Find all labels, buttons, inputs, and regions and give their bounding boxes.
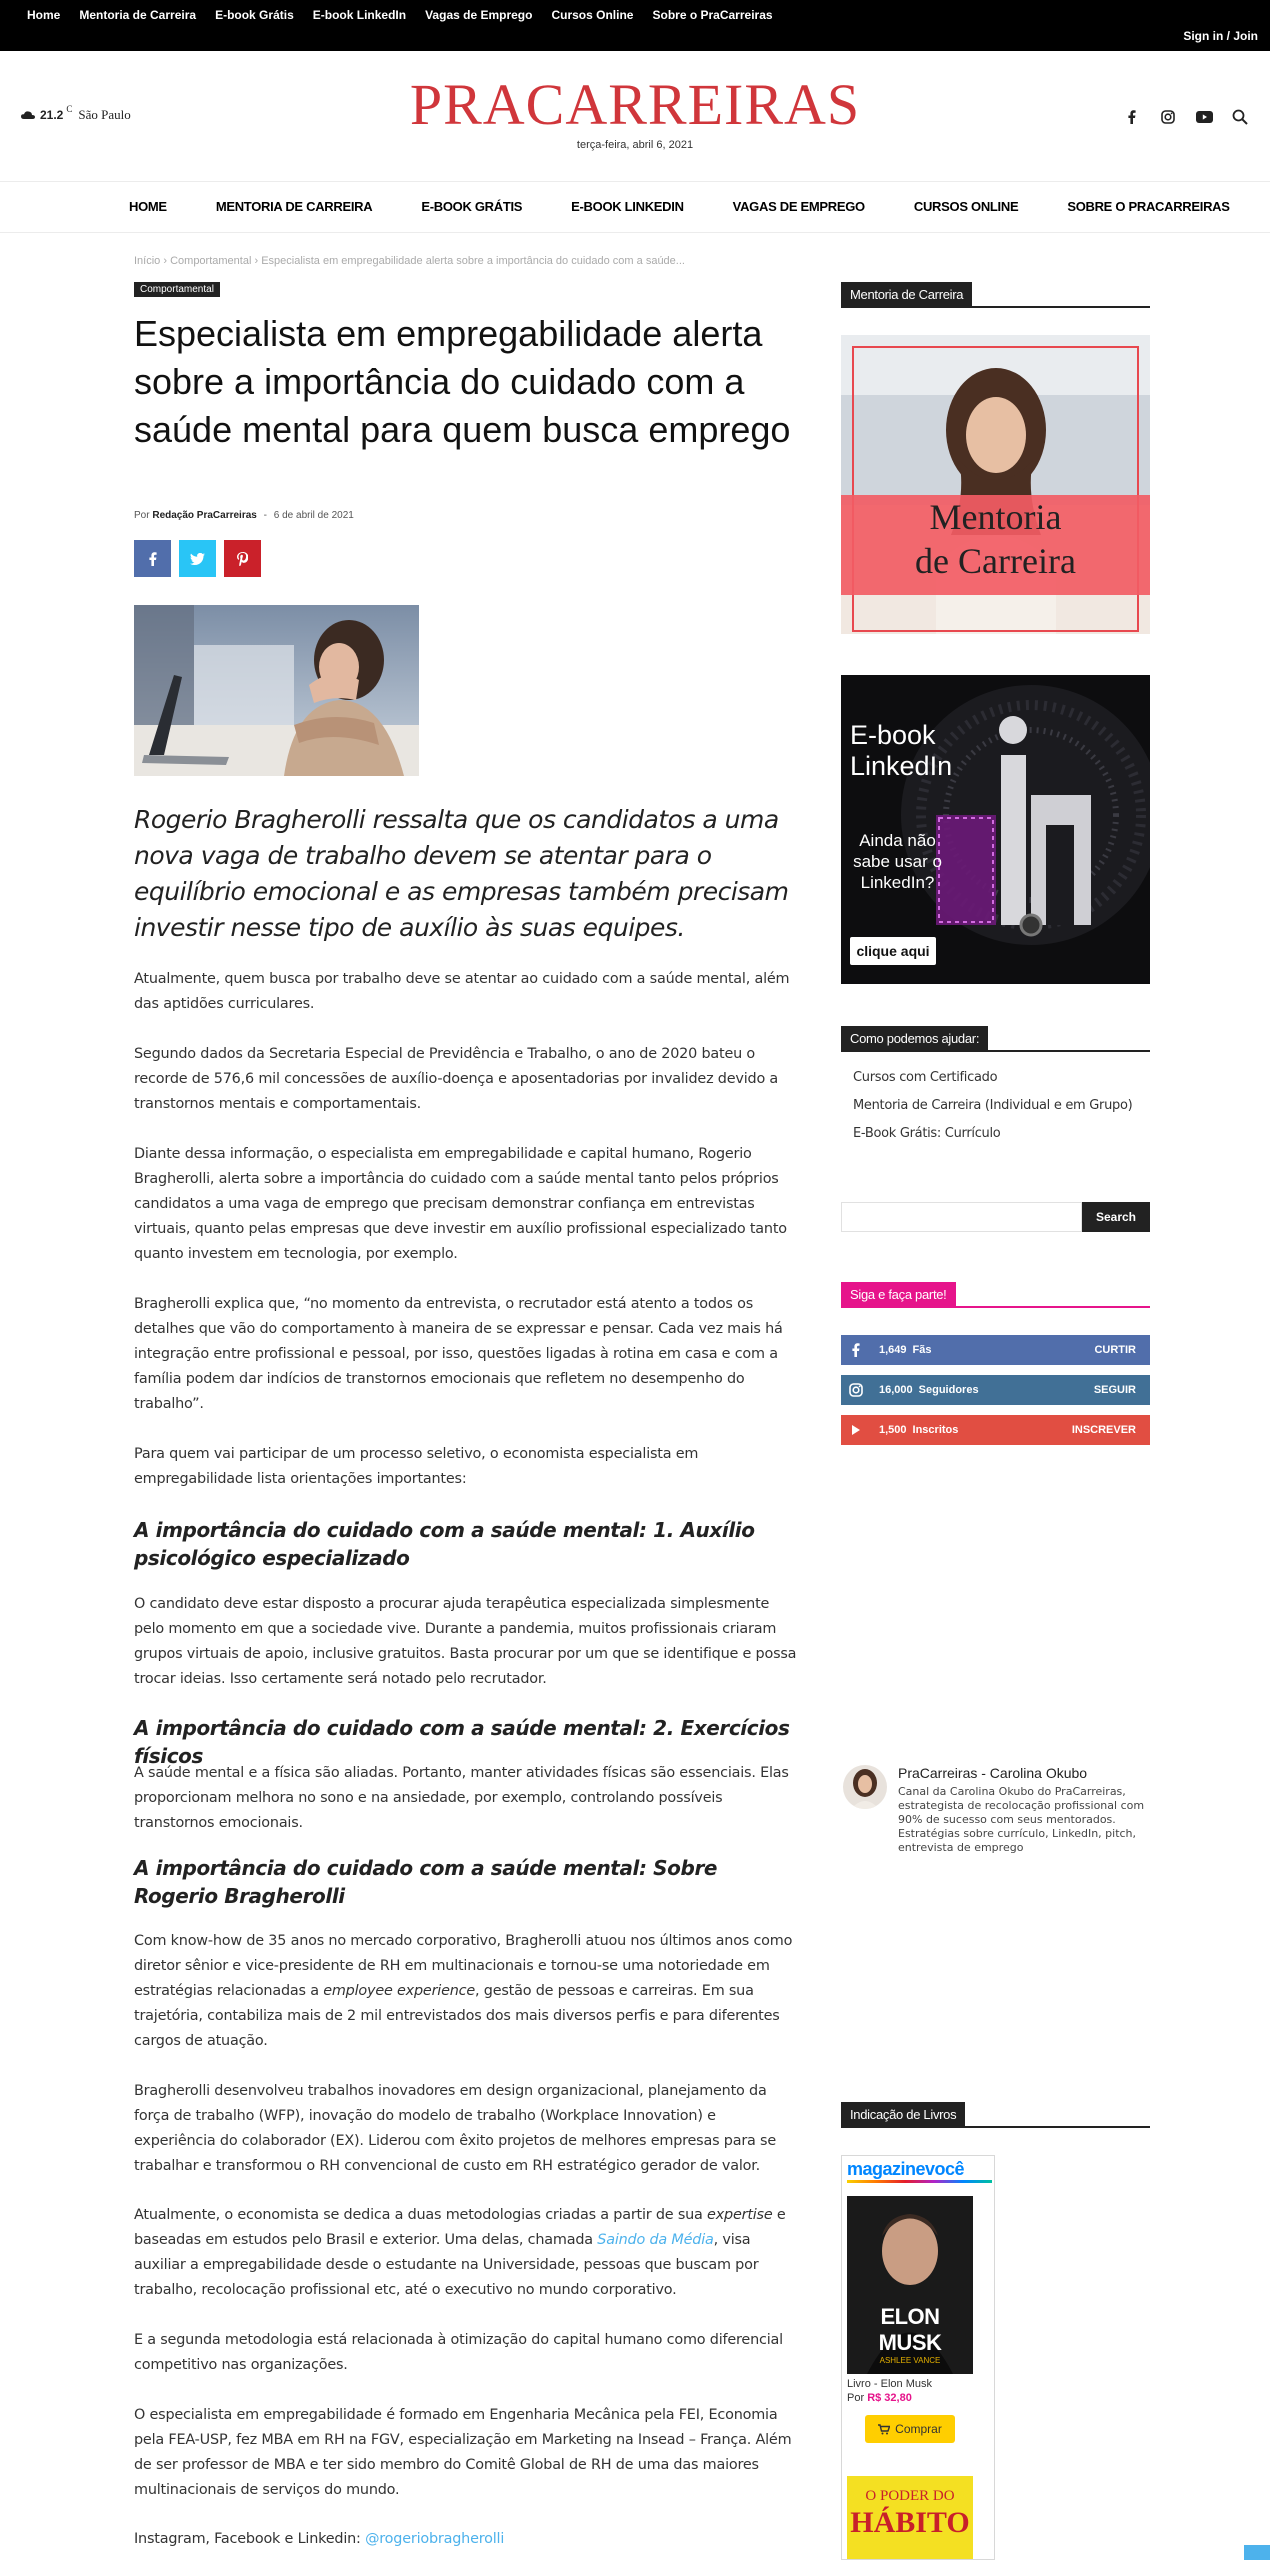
article-hero-image — [134, 605, 419, 776]
follow-label: Fãs — [912, 1344, 932, 1356]
breadcrumb-category[interactable]: Comportamental — [170, 255, 252, 267]
text-span: Instagram, Facebook e Linkedin: — [134, 2531, 366, 2547]
share-facebook-button[interactable] — [134, 540, 171, 577]
widget-title-text: Siga e faça parte! — [841, 1282, 956, 1308]
main-nav — [0, 181, 1270, 233]
avatar — [843, 1765, 887, 1809]
article-date: 6 de abril de 2021 — [273, 510, 354, 521]
header-date: terça-feira, abril 6, 2021 — [576, 139, 694, 151]
widget-title — [841, 1282, 1150, 1308]
weather-city: São Paulo — [78, 107, 131, 122]
book-recommendation-widget — [841, 2155, 995, 2560]
nav-ebook-linkedin[interactable]: E-BOOK LINKEDIN — [571, 199, 684, 214]
byline-sep: - — [263, 510, 267, 521]
follow-facebook[interactable] — [841, 1335, 1150, 1365]
top-menu-ebook-gratis[interactable]: E-book Grátis — [215, 8, 294, 22]
youtube-channel-card[interactable] — [841, 1765, 1150, 1855]
article-paragraph — [134, 2203, 799, 2303]
follow-label: Seguidores — [918, 1384, 979, 1396]
book-title[interactable]: Livro - Elon Musk — [847, 2378, 932, 2390]
search-icon[interactable] — [1230, 107, 1250, 127]
youtube-icon — [841, 1424, 871, 1436]
follow-count: 16,000 — [879, 1384, 913, 1396]
section-heading: A importância do cuidado com a saúde mental: 2. Exercícios físicos — [134, 1716, 790, 1768]
facebook-icon — [841, 1343, 871, 1357]
text-span: , gestão de pessoas e carreiras. Em sua trajetória, contabiliza mais de 2 mil entrevistados dos mais diversos perfis e para diferentes cargos de atuação. — [134, 1983, 780, 2049]
ad-line-1: Mentoria — [929, 497, 1062, 537]
article-paragraph: Bragherolli explica que, “no momento da entrevista, o recrutador está atento a todos os detalhes que vão do comportamento à maneira de se expressar e pensar. Cada vez mais há integração entre profissional e pessoal, por isso, questões ligadas à rotina em casa e com a família podem dar indícios de transtornos emocionais que refletem no desempenho do trabalho”. — [134, 1296, 783, 1412]
widget-title-text: Mentoria de Carreira — [841, 282, 972, 308]
facebook-icon[interactable] — [1122, 107, 1142, 127]
site-header — [0, 51, 1270, 181]
header-social — [1122, 107, 1250, 127]
top-menu-sobre[interactable]: Sobre o PraCarreiras — [652, 8, 773, 22]
article-paragraph: E a segunda metodologia está relacionada à otimização do capital humano como diferencial competitivo nas organizações. — [134, 2332, 783, 2373]
article-paragraph — [134, 2527, 799, 2552]
article-paragraph: O especialista em empregabilidade é formado em Engenharia Mecânica pela FEI, Economia pela FEA-USP, fez MBA em RH na FGV, especialização em Marketing na Insead – França. Além de ser professor de MBA e ter sido membro do Comitê Global de RH de uma das maiores multinacionais de serviços do mundo. — [134, 2407, 792, 2498]
top-menu-vagas[interactable]: Vagas de Emprego — [425, 8, 533, 22]
book-cover-author: ASHLEE VANCE — [879, 2356, 941, 2365]
follow-action[interactable]: INSCREVER — [1071, 1424, 1136, 1436]
instagram-handle-link[interactable]: @rogeriobragherolli — [365, 2531, 505, 2547]
ad-line-1: E-book — [850, 720, 936, 750]
top-menu-mentoria[interactable]: Mentoria de Carreira — [79, 8, 197, 22]
article-paragraph — [134, 1929, 799, 2054]
breadcrumb-current: Especialista em empregabilidade alerta sobre a importância do cuidado com a saúde... — [261, 255, 685, 267]
follow-action[interactable]: CURTIR — [1094, 1344, 1136, 1356]
article-paragraph: Atualmente, quem busca por trabalho deve se atentar ao cuidado com a saúde mental, além das aptidões curriculares. — [134, 971, 790, 1012]
instagram-icon[interactable] — [1158, 107, 1178, 127]
text-span: , visa auxiliar a empregabilidade desde o estudante na Universidade, pessoas que buscam por trabalho, recolocação profissional etc, até o executivo no mundo corporativo. — [134, 2232, 759, 2298]
pinterest-icon — [237, 552, 248, 566]
price-value: R$ 32,80 — [867, 2392, 912, 2404]
search-input[interactable] — [841, 1202, 1082, 1232]
channel-name[interactable]: PraCarreiras - Carolina Okubo — [898, 1765, 1088, 1781]
nav-mentoria[interactable]: MENTORIA DE CARREIRA — [215, 199, 373, 214]
section-heading: A importância do cuidado com a saúde mental: Sobre Rogerio Bragherolli — [134, 1856, 718, 1908]
help-item-cursos[interactable]: Cursos com Certificado — [853, 1070, 998, 1085]
sidebar-search — [841, 1202, 1150, 1232]
saindo-da-media-link[interactable]: Saindo da Média — [597, 2232, 714, 2248]
youtube-icon[interactable] — [1194, 107, 1214, 127]
facebook-icon — [149, 552, 157, 566]
help-item-ebook[interactable]: E-Book Grátis: Currículo — [853, 1126, 1001, 1141]
store-logo[interactable]: magazinevocê — [847, 2159, 965, 2179]
article-paragraph: Bragherolli desenvolveu trabalhos inovadores em design organizacional, planejamento da força de trabalho (WFP), inovação do modelo de trabalho (Workplace Innovation) e experiência do colaborador (EX). Liderou com êxito projetos de melhores empresas para se trabalhar e transformou o RH convencional de custo em RH estratégico gerador de valor. — [134, 2083, 776, 2174]
emphasis-text: expertise — [707, 2207, 773, 2223]
nav-cursos[interactable]: CURSOS ONLINE — [913, 199, 1019, 214]
top-menu-home[interactable]: Home — [27, 8, 61, 22]
top-menu — [27, 8, 792, 22]
mentoria-ad-banner[interactable] — [841, 335, 1150, 634]
text-span: Com know-how de 35 anos no mercado corporativo, Bragherolli atuou nos últimos anos como diretor sênior e vice-presidente de RH em multinacionais e tornou-se uma notoriedade em estratégias relacionadas a — [134, 1933, 793, 1999]
article-paragraph: O candidato deve estar disposto a procurar ajuda terapêutica especializada simplesmente pelo momento em que a sociedade vive. Durante a pandemia, muitos profissionais criaram grupos virtuais de apoio, inclusive gratuitos. Basta procurar por um que se identifique e possa trocar ideias. Isso certamente será notado pelo recrutador. — [134, 1596, 797, 1687]
nav-vagas[interactable]: VAGAS DE EMPREGO — [732, 199, 865, 214]
ad-line-2: LinkedIn — [850, 751, 953, 781]
help-item-mentoria[interactable]: Mentoria de Carreira (Individual e em Grupo) — [853, 1098, 1133, 1113]
cart-icon — [878, 2424, 890, 2435]
ebook-linkedin-ad-banner[interactable] — [841, 675, 1150, 984]
store-logo-bar — [847, 2180, 992, 2183]
top-bar — [0, 0, 1270, 51]
nav-sobre[interactable]: SOBRE O PRACARREIRAS — [1067, 199, 1230, 214]
article-lede: Rogerio Bragherolli ressalta que os candidatos a uma nova vaga de trabalho devem se atentar para o equilíbrio emocional e as empresas também precisam investir nesse tipo de auxílio às suas equipes. — [134, 805, 789, 942]
widget-title — [841, 282, 1150, 308]
twitter-icon — [190, 553, 205, 565]
share-buttons — [134, 540, 261, 577]
ad-subtitle: Ainda não sabe usar o LinkedIn? — [853, 831, 942, 892]
buy-button[interactable] — [865, 2415, 955, 2443]
signin-link[interactable]: Sign in / Join — [1183, 29, 1258, 43]
channel-description: Canal da Carolina Okubo do PraCarreiras, estrategista de recolocação profissional com 90% de sucesso com seus mentorados. Estratégias sobre currículo, LinkedIn, pitch, entrevista de emprego — [898, 1785, 1145, 1854]
nav-home[interactable]: HOME — [129, 199, 167, 214]
breadcrumb — [134, 255, 685, 267]
book-cover-image[interactable] — [847, 2476, 973, 2560]
nav-ebook-gratis[interactable]: E-BOOK GRÁTIS — [421, 199, 523, 214]
share-pinterest-button[interactable] — [224, 540, 261, 577]
widget-title — [841, 2102, 1150, 2128]
article-paragraph: A saúde mental e a física são aliadas. Portanto, manter atividades físicas são essenciais. Elas proporcionam melhora no sono e na ansiedade, por exemplo, controlando possíveis transtornos emocionais. — [134, 1765, 789, 1831]
byline-prefix: Por — [134, 510, 150, 521]
follow-count: 1,500 — [879, 1424, 907, 1436]
book-cover-title: HÁBITO — [850, 2506, 970, 2539]
category-badge[interactable]: Comportamental — [134, 282, 220, 297]
share-twitter-button[interactable] — [179, 540, 216, 577]
help-list — [853, 1070, 1132, 1154]
chevron-right-icon: › — [163, 255, 171, 267]
chevron-right-icon: › — [254, 255, 262, 267]
article-title: Especialista em empregabilidade alerta sobre a importância do cuidado com a saúde mental para quem busca emprego — [134, 313, 791, 450]
follow-youtube[interactable] — [841, 1415, 1150, 1445]
book-price — [847, 2392, 912, 2404]
widget-title-text: Como podemos ajudar: — [841, 1026, 988, 1052]
price-prefix: Por — [847, 2392, 865, 2404]
byline — [134, 510, 354, 521]
text-span: e baseadas em estudos pelo Brasil e exterior. Uma delas, chamada — [134, 2207, 786, 2248]
breadcrumb-home[interactable]: Início — [134, 255, 161, 267]
article-paragraph: Para quem vai participar de um processo seletivo, o economista especialista em empregabilidade lista orientações importantes: — [134, 1446, 699, 1487]
section-heading: A importância do cuidado com a saúde mental: 1. Auxílio psicológico especializado — [134, 1518, 755, 1570]
site-logo[interactable]: PRACARREIRAS — [409, 72, 861, 137]
text-span: Atualmente, o economista se dedica a duas metodologias criadas a partir de sua — [134, 2207, 708, 2223]
follow-action[interactable]: SEGUIR — [1093, 1384, 1136, 1396]
article-paragraph: Segundo dados da Secretaria Especial de Previdência e Trabalho, o ano de 2020 bateu o recorde de 576,6 mil concessões de auxílio-doença e aposentadorias por invalidez devido a transtornos mentais e comportamentais. — [134, 1046, 779, 1112]
book-cover-title: ELON MUSK — [878, 2304, 942, 2355]
ad-line-2: de Carreira — [915, 541, 1076, 581]
search-button[interactable]: Search — [1082, 1202, 1150, 1232]
emphasis-text: employee experience — [323, 1983, 476, 1999]
weather-unit: C — [66, 104, 73, 114]
buy-label: Comprar — [895, 2422, 942, 2436]
ad-cta-button[interactable]: clique aqui — [850, 937, 936, 965]
follow-count: 1,649 — [879, 1344, 907, 1356]
book-cover-image[interactable] — [847, 2196, 973, 2374]
widget-title-text: Indicação de Livros — [841, 2102, 965, 2128]
back-to-top-button[interactable] — [1244, 2545, 1270, 2560]
instagram-icon — [841, 1383, 871, 1397]
widget-title — [841, 1026, 1150, 1052]
top-menu-cursos[interactable]: Cursos Online — [551, 8, 634, 22]
weather-temp: 21.2 — [40, 108, 64, 122]
follow-label: Inscritos — [912, 1424, 959, 1436]
book-cover-title: O PODER DO — [865, 2488, 955, 2504]
author-link[interactable]: Redação PraCarreiras — [152, 510, 257, 521]
article-paragraph: Diante dessa informação, o especialista em empregabilidade e capital humano, Rogerio Bragherolli, alerta sobre a importância do cuidado com a saúde mental tanto pelos próprios candidatos a uma vaga de emprego que precisam demonstrar confiança em entrevistas virtuais, quanto pelas empresas que deve investir em auxílio profissional especializado tanto quanto investem em tecnologia, por exemplo. — [134, 1146, 787, 1262]
follow-instagram[interactable] — [841, 1375, 1150, 1405]
top-menu-ebook-linkedin[interactable]: E-book LinkedIn — [312, 8, 407, 22]
